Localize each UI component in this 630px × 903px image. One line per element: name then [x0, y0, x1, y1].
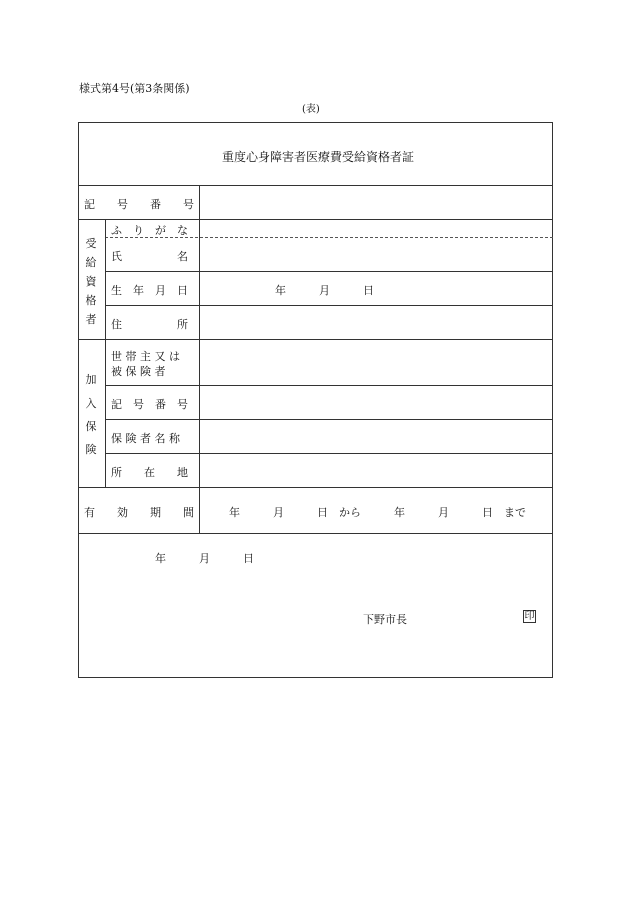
validity-value: 年 月 日 から 年 月 日 まで: [229, 506, 526, 519]
record-number-label: 記 号 番 号: [84, 198, 194, 211]
insurance-group-char: 険: [85, 443, 97, 456]
insurance-number-label: 記 号 番 号: [111, 398, 188, 411]
insurance-group-char: 入: [85, 397, 97, 410]
insurance-group-char: 保: [85, 420, 97, 433]
rule: [105, 419, 553, 420]
rule: [78, 185, 553, 186]
birthdate-value: 年 月 日: [275, 284, 374, 297]
recipient-group-char: 資: [85, 275, 97, 288]
form-number: 様式第4号(第3条関係): [79, 82, 190, 95]
recipient-group-char: 受: [85, 237, 97, 250]
rule: [105, 271, 553, 272]
holder-label-line1: 世 帯 主 又 は: [111, 350, 180, 363]
seal-icon: 印: [524, 611, 535, 622]
recipient-group-char: 者: [85, 313, 97, 326]
insurance-group-char: 加: [85, 373, 97, 386]
rule: [199, 185, 200, 533]
rule: [78, 487, 553, 488]
holder-label-line2: 被 保 険 者: [111, 365, 166, 378]
rule: [105, 385, 553, 386]
rule: [105, 453, 553, 454]
rule: [78, 339, 553, 340]
location-label: 所 在 地: [111, 466, 188, 479]
birthdate-label: 生 年 月 日: [111, 284, 188, 297]
address-label: 住 所: [111, 318, 188, 331]
side-label: (表): [302, 104, 320, 115]
recipient-group-char: 給: [85, 256, 97, 269]
certificate-title: 重度心身障害者医療費受給資格者証: [222, 150, 415, 164]
furigana-label: ふ り が な: [111, 224, 188, 237]
recipient-group-char: 格: [85, 294, 97, 307]
rule: [105, 305, 553, 306]
name-label: 氏 名: [111, 250, 188, 263]
rule: [78, 219, 553, 220]
validity-label: 有 効 期 間: [84, 506, 194, 519]
rule: [105, 219, 106, 487]
insurer-name-label: 保 険 者 名 称: [111, 432, 180, 445]
rule: [78, 533, 553, 534]
issuer-name: 下野市長: [363, 613, 407, 626]
issue-date: 年 月 日: [155, 552, 254, 565]
